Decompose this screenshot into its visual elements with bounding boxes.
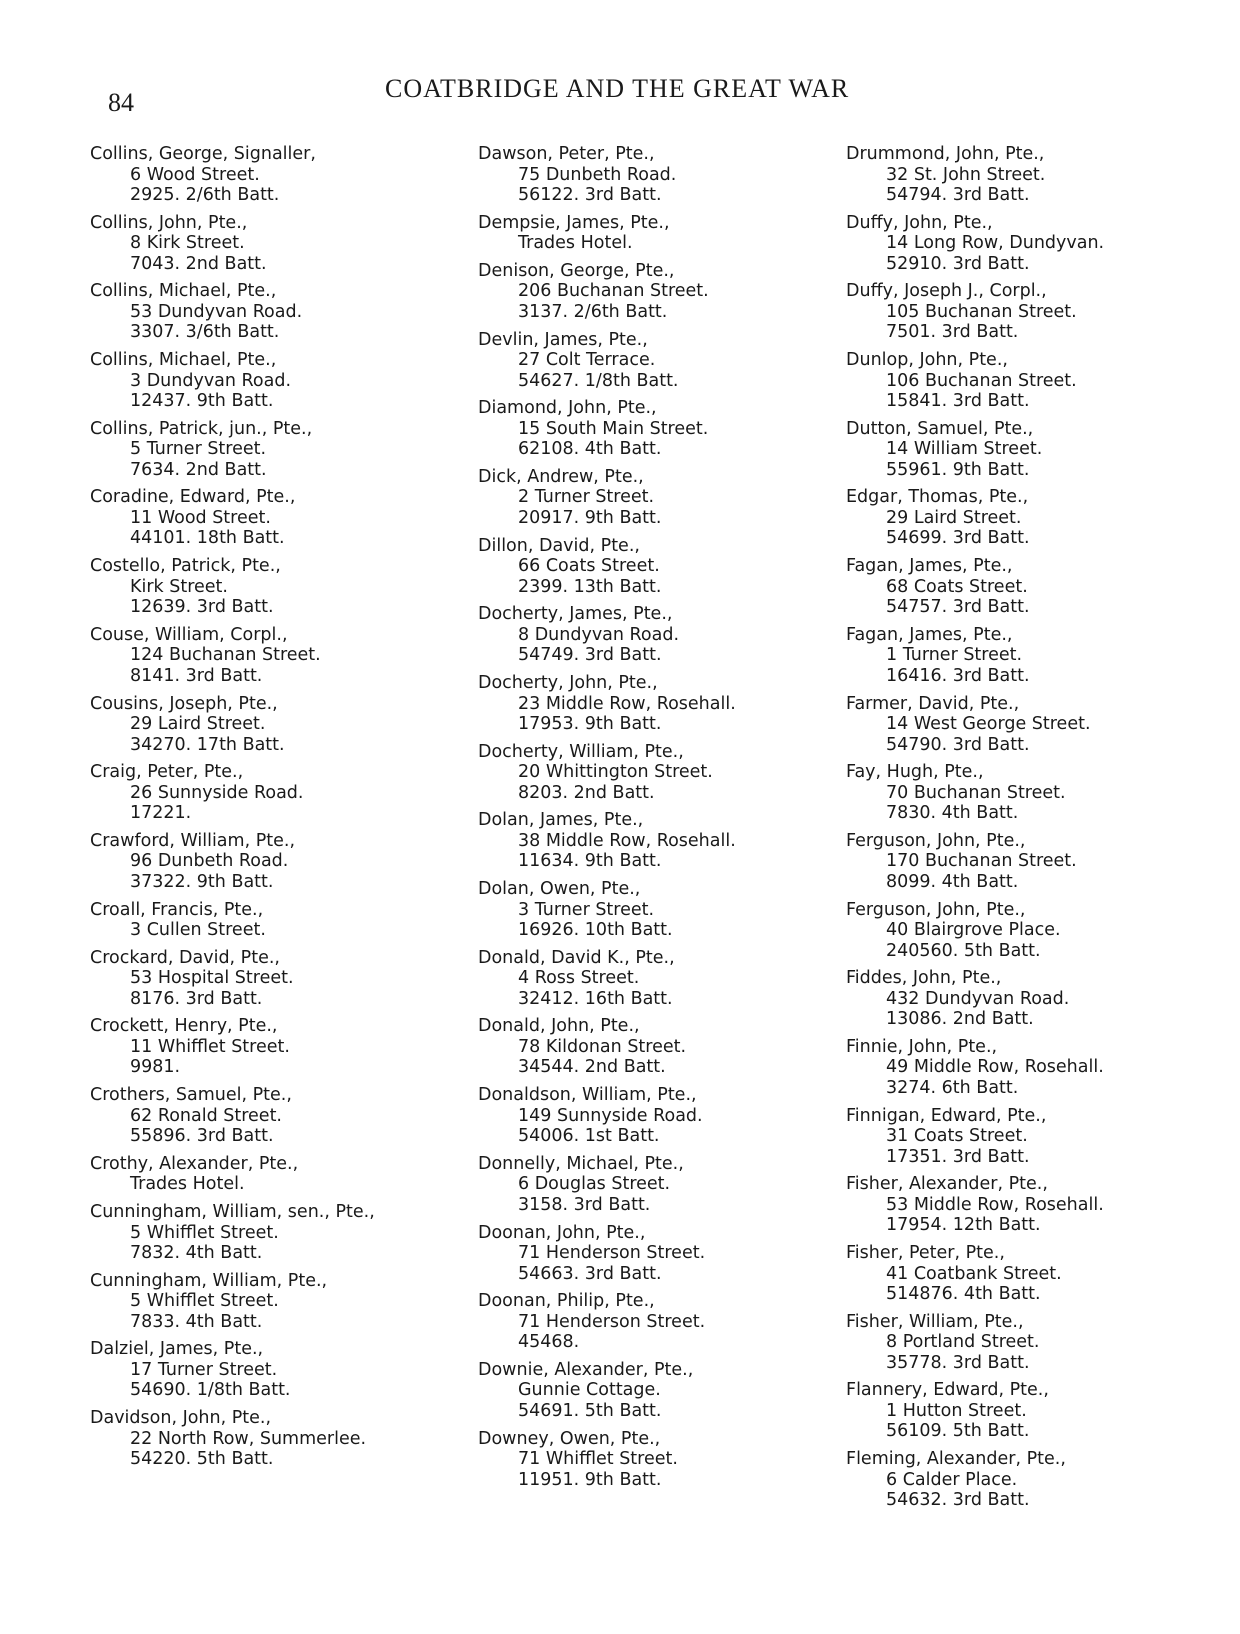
entry-name: Dalziel, James, Pte., <box>90 1339 264 1360</box>
roll-entry <box>478 673 818 735</box>
entry-service: 54757. 3rd Batt. <box>886 597 1030 618</box>
roll-entry <box>478 467 818 529</box>
entry-service: 3307. 3/6th Batt. <box>130 322 280 343</box>
entry-name: Dawson, Peter, Pte., <box>478 144 655 164</box>
entry-service: 54690. 1/8th Batt. <box>130 1380 291 1401</box>
roll-entry <box>846 694 1226 756</box>
entry-address: 17 Turner Street. <box>130 1359 278 1380</box>
entry-service: 7832. 4th Batt. <box>130 1243 263 1263</box>
entry-address: 20 Whittington Street. <box>518 762 713 783</box>
entry-address: 71 Whifflet Street. <box>518 1449 678 1470</box>
entry-service: 3158. 3rd Batt. <box>518 1194 651 1215</box>
roll-entry <box>846 1106 1226 1168</box>
entry-service: 12639. 3rd Batt. <box>130 597 274 618</box>
entry-service: 17953. 9th Batt. <box>518 714 662 734</box>
entry-address: 70 Buchanan Street. <box>886 782 1066 803</box>
entry-service: 7501. 3rd Batt. <box>886 322 1019 343</box>
entry-address: 6 Calder Place. <box>886 1469 1018 1490</box>
entry-name: Davidson, John, Pte., <box>90 1408 272 1429</box>
roll-entry <box>90 487 430 549</box>
entry-address: 14 West George Street. <box>886 714 1091 734</box>
roll-entry <box>846 144 1226 206</box>
entry-address: 75 Dunbeth Road. <box>518 164 677 185</box>
entry-name: Collins, Michael, Pte., <box>90 281 277 302</box>
entry-address: 53 Dundyvan Road. <box>130 301 303 322</box>
entry-name: Docherty, John, Pte., <box>478 673 658 693</box>
entry-service: 45468. <box>518 1332 580 1353</box>
entry-service: 35778. 3rd Batt. <box>886 1352 1030 1373</box>
entry-service: 54006. 1st Batt. <box>518 1126 660 1147</box>
roll-entry <box>846 1380 1226 1442</box>
entry-address: 68 Coats Street. <box>886 576 1028 597</box>
roll-entry <box>90 1408 430 1470</box>
entry-address: 124 Buchanan Street. <box>130 645 321 666</box>
entry-address: 5 Whifflet Street. <box>130 1222 279 1243</box>
entry-name: Doonan, John, Pte., <box>478 1222 646 1243</box>
entry-service: 17221. <box>130 803 192 824</box>
entry-service: 12437. 9th Batt. <box>130 391 274 412</box>
entry-address: 4 Ross Street. <box>518 968 640 989</box>
roll-entry <box>846 350 1226 412</box>
entry-address: 27 Colt Terrace. <box>518 350 656 371</box>
entry-name: Donnelly, Michael, Pte., <box>478 1153 684 1174</box>
roll-entry <box>846 831 1226 893</box>
entry-name: Crockard, David, Pte., <box>90 947 280 968</box>
entry-service: 52910. 3rd Batt. <box>886 253 1030 274</box>
entry-address: 8 Portland Street. <box>886 1332 1040 1353</box>
entry-name: Crockett, Henry, Pte., <box>90 1016 278 1037</box>
entry-address: 6 Wood Street. <box>130 164 260 185</box>
roll-entry <box>846 419 1226 481</box>
entry-name: Flannery, Edward, Pte., <box>846 1380 1049 1401</box>
roll-entry <box>90 1202 430 1264</box>
entry-name: Docherty, James, Pte., <box>478 604 673 625</box>
entry-service: 54749. 3rd Batt. <box>518 645 662 666</box>
entry-name: Finnigan, Edward, Pte., <box>846 1105 1047 1126</box>
roll-entry <box>846 625 1226 687</box>
entry-name: Cousins, Joseph, Pte., <box>90 693 278 714</box>
roll-entry <box>90 900 430 941</box>
entry-name: Doonan, Philip, Pte., <box>478 1291 655 1312</box>
roll-entry <box>90 281 430 343</box>
roll-entry <box>478 330 818 392</box>
roll-entry <box>478 261 818 323</box>
entry-service: 8203. 2nd Batt. <box>518 782 655 803</box>
entry-address: 32 St. John Street. <box>886 164 1046 185</box>
entry-address: 3 Cullen Street. <box>130 920 266 941</box>
entry-name: Ferguson, John, Pte., <box>846 899 1026 920</box>
entry-name: Donaldson, William, Pte., <box>478 1085 697 1106</box>
roll-entry <box>90 1154 430 1195</box>
entry-name: Fisher, Peter, Pte., <box>846 1243 1005 1263</box>
entry-name: Dillon, David, Pte., <box>478 535 640 556</box>
roll-entry <box>478 1085 818 1147</box>
entry-service: 62108. 4th Batt. <box>518 439 662 460</box>
entry-service: 8141. 3rd Batt. <box>130 665 263 686</box>
entry-address: 11 Whifflet Street. <box>130 1036 290 1057</box>
roll-entry <box>478 1291 818 1353</box>
entry-name: Craig, Peter, Pte., <box>90 762 244 783</box>
roll-entry <box>90 213 430 275</box>
entry-address: 5 Whifflet Street. <box>130 1291 279 1312</box>
entry-address: 22 North Row, Summerlee. <box>130 1428 367 1449</box>
entry-service: 514876. 4th Batt. <box>886 1284 1041 1304</box>
entry-service: 240560. 5th Batt. <box>886 940 1041 961</box>
entry-name: Duffy, Joseph J., Corpl., <box>846 281 1047 302</box>
entry-service: 54663. 3rd Batt. <box>518 1263 662 1284</box>
roll-entry <box>478 948 818 1010</box>
entry-address: 106 Buchanan Street. <box>886 370 1077 391</box>
roll-entry <box>90 831 430 893</box>
entry-service: 11634. 9th Batt. <box>518 851 662 872</box>
roll-entry <box>478 879 818 941</box>
entry-service: 34270. 17th Batt. <box>130 734 285 755</box>
roll-entry <box>90 762 430 824</box>
entry-name: Fleming, Alexander, Pte., <box>846 1449 1066 1470</box>
entry-address: 105 Buchanan Street. <box>886 301 1077 322</box>
entry-address: 3 Turner Street. <box>518 899 655 920</box>
entry-name: Collins, John, Pte., <box>90 212 248 233</box>
entry-name: Dolan, James, Pte., <box>478 810 644 831</box>
entry-address: 14 William Street. <box>886 439 1043 460</box>
roll-entry <box>846 556 1226 618</box>
roll-entry <box>846 1174 1226 1236</box>
entry-service: 15841. 3rd Batt. <box>886 391 1030 412</box>
entry-name: Farmer, David, Pte., <box>846 693 1020 714</box>
entry-service: 17351. 3rd Batt. <box>886 1146 1030 1167</box>
roll-entry <box>478 604 818 666</box>
entry-name: Fagan, James, Pte., <box>846 556 1013 577</box>
entry-service: 16926. 10th Batt. <box>518 920 673 941</box>
entry-service: 54794. 3rd Batt. <box>886 185 1030 205</box>
entry-name: Collins, Patrick, jun., Pte., <box>90 418 313 439</box>
entry-service: 7833. 4th Batt. <box>130 1311 263 1332</box>
entry-name: Fay, Hugh, Pte., <box>846 762 984 783</box>
roll-entry <box>846 1449 1226 1511</box>
entry-address: Trades Hotel. <box>130 1174 245 1195</box>
entry-address: 38 Middle Row, Rosehall. <box>518 830 736 851</box>
entry-address: 62 Ronald Street. <box>130 1105 282 1126</box>
entry-service: 56109. 5th Batt. <box>886 1421 1030 1442</box>
entry-name: Downie, Alexander, Pte., <box>478 1359 694 1380</box>
entry-address: 432 Dundyvan Road. <box>886 988 1070 1009</box>
entry-address: Gunnie Cottage. <box>518 1380 661 1401</box>
entry-service: 55961. 9th Batt. <box>886 459 1030 480</box>
entry-name: Dolan, Owen, Pte., <box>478 879 641 900</box>
entry-name: Diamond, John, Pte., <box>478 398 657 419</box>
entry-address: 53 Middle Row, Rosehall. <box>886 1194 1104 1215</box>
entry-name: Ferguson, John, Pte., <box>846 830 1026 851</box>
roll-entry <box>90 419 430 481</box>
entry-name: Crawford, William, Pte., <box>90 830 296 851</box>
entry-address: 149 Sunnyside Road. <box>518 1105 703 1126</box>
roll-entry <box>478 398 818 460</box>
entry-address: 5 Turner Street. <box>130 439 267 460</box>
entry-address: 11 Wood Street. <box>130 507 271 528</box>
entry-address: 206 Buchanan Street. <box>518 281 709 302</box>
entry-service: 54632. 3rd Batt. <box>886 1490 1030 1511</box>
entry-service: 17954. 12th Batt. <box>886 1215 1041 1236</box>
roll-entry <box>478 1154 818 1216</box>
entry-address: Trades Hotel. <box>518 233 633 254</box>
entry-name: Couse, William, Corpl., <box>90 624 288 645</box>
entry-service: 2399. 13th Batt. <box>518 576 662 597</box>
entry-name: Finnie, John, Pte., <box>846 1036 998 1057</box>
column-2 <box>478 144 818 1497</box>
entry-service: 55896. 3rd Batt. <box>130 1126 274 1147</box>
roll-entry <box>478 1429 818 1491</box>
roll-entry <box>478 1360 818 1422</box>
entry-service: 44101. 18th Batt. <box>130 528 285 549</box>
entry-name: Duffy, John, Pte., <box>846 212 993 233</box>
entry-service: 8176. 3rd Batt. <box>130 988 263 1009</box>
entry-name: Donald, John, Pte., <box>478 1016 640 1037</box>
roll-entry <box>90 1016 430 1078</box>
roll-entry <box>478 1016 818 1078</box>
entry-address: 96 Dunbeth Road. <box>130 851 289 872</box>
roll-entry <box>846 213 1226 275</box>
roll-entry <box>90 625 430 687</box>
entry-service: 9981. <box>130 1057 181 1078</box>
entry-name: Coradine, Edward, Pte., <box>90 487 296 508</box>
roll-entry <box>90 144 430 206</box>
entry-address: 15 South Main Street. <box>518 418 709 439</box>
entry-name: Crothers, Samuel, Pte., <box>90 1085 292 1106</box>
roll-entry <box>90 556 430 618</box>
entry-service: 32412. 16th Batt. <box>518 988 673 1009</box>
entry-address: 26 Sunnyside Road. <box>130 782 304 803</box>
entry-address: Kirk Street. <box>130 576 228 597</box>
entry-address: 6 Douglas Street. <box>518 1174 671 1195</box>
entry-name: Dick, Andrew, Pte., <box>478 466 644 487</box>
roll-entry <box>478 213 818 254</box>
entry-service: 16416. 3rd Batt. <box>886 665 1030 686</box>
entry-address: 78 Kildonan Street. <box>518 1036 687 1057</box>
entry-service: 11951. 9th Batt. <box>518 1469 662 1490</box>
entry-service: 7043. 2nd Batt. <box>130 253 267 274</box>
entry-service: 34544. 2nd Batt. <box>518 1057 666 1078</box>
roll-entry <box>846 900 1226 962</box>
roll-entry <box>846 1312 1226 1374</box>
roll-entry <box>846 968 1226 1030</box>
entry-address: 170 Buchanan Street. <box>886 851 1077 872</box>
entry-address: 8 Kirk Street. <box>130 233 245 254</box>
entry-service: 8099. 4th Batt. <box>886 871 1019 892</box>
roll-entry <box>478 810 818 872</box>
entry-service: 56122. 3rd Batt. <box>518 185 662 205</box>
column-1 <box>90 144 430 1477</box>
entry-name: Cunningham, William, Pte., <box>90 1270 328 1291</box>
entry-name: Denison, George, Pte., <box>478 260 675 281</box>
entry-address: 29 Laird Street. <box>886 507 1022 528</box>
roll-entry <box>90 1339 430 1401</box>
entry-name: Fagan, James, Pte., <box>846 624 1013 645</box>
entry-address: 40 Blairgrove Place. <box>886 920 1061 941</box>
entry-name: Croall, Francis, Pte., <box>90 899 264 920</box>
entry-name: Collins, Michael, Pte., <box>90 350 277 371</box>
entry-name: Costello, Patrick, Pte., <box>90 556 281 577</box>
roll-entry <box>478 742 818 804</box>
entry-name: Cunningham, William, sen., Pte., <box>90 1202 375 1222</box>
entry-address: 66 Coats Street. <box>518 556 660 577</box>
roll-entry <box>478 536 818 598</box>
page-number: 84 <box>108 88 134 117</box>
entry-address: 71 Henderson Street. <box>518 1311 706 1332</box>
roll-entry <box>846 487 1226 549</box>
entry-service: 54220. 5th Batt. <box>130 1449 274 1470</box>
entry-name: Devlin, James, Pte., <box>478 329 648 350</box>
roll-entry <box>90 1271 430 1333</box>
entry-name: Fiddes, John, Pte., <box>846 968 1002 989</box>
entry-address: 49 Middle Row, Rosehall. <box>886 1057 1104 1078</box>
entry-name: Docherty, William, Pte., <box>478 741 684 762</box>
entry-address: 14 Long Row, Dundyvan. <box>886 233 1105 254</box>
entry-service: 3137. 2/6th Batt. <box>518 301 668 322</box>
entry-address: 23 Middle Row, Rosehall. <box>518 693 736 714</box>
roll-entry <box>846 762 1226 824</box>
entry-address: 29 Laird Street. <box>130 714 266 734</box>
entry-service: 13086. 2nd Batt. <box>886 1009 1034 1030</box>
entry-address: 53 Hospital Street. <box>130 968 294 989</box>
column-3 <box>846 144 1226 1518</box>
roll-entry <box>478 1223 818 1285</box>
entry-name: Donald, David K., Pte., <box>478 947 675 968</box>
entry-service: 54790. 3rd Batt. <box>886 734 1030 755</box>
roll-entry <box>846 281 1226 343</box>
entry-name: Dutton, Samuel, Pte., <box>846 418 1034 439</box>
entry-name: Drummond, John, Pte., <box>846 144 1045 164</box>
entry-service: 7634. 2nd Batt. <box>130 459 267 480</box>
roll-entry <box>90 948 430 1010</box>
running-head: COATBRIDGE AND THE GREAT WAR <box>385 74 850 103</box>
entry-address: 31 Coats Street. <box>886 1126 1028 1147</box>
entry-name: Downey, Owen, Pte., <box>478 1428 661 1449</box>
roll-entry <box>90 694 430 756</box>
entry-address: 41 Coatbank Street. <box>886 1263 1062 1284</box>
entry-name: Dempsie, James, Pte., <box>478 212 670 233</box>
entry-name: Crothy, Alexander, Pte., <box>90 1153 299 1174</box>
entry-address: 3 Dundyvan Road. <box>130 370 292 391</box>
entry-address: 1 Turner Street. <box>886 645 1023 666</box>
entry-name: Edgar, Thomas, Pte., <box>846 487 1029 508</box>
entry-address: 8 Dundyvan Road. <box>518 624 680 645</box>
entry-name: Dunlop, John, Pte., <box>846 350 1008 371</box>
roll-entry <box>90 350 430 412</box>
entry-service: 7830. 4th Batt. <box>886 803 1019 824</box>
entry-service: 37322. 9th Batt. <box>130 871 274 892</box>
roll-entry <box>90 1085 430 1147</box>
entry-service: 54691. 5th Batt. <box>518 1400 662 1421</box>
entry-service: 54627. 1/8th Batt. <box>518 370 679 391</box>
roll-entry <box>846 1037 1226 1099</box>
entry-service: 54699. 3rd Batt. <box>886 528 1030 549</box>
roll-entry <box>846 1243 1226 1305</box>
roll-entry <box>478 144 818 206</box>
entry-service: 3274. 6th Batt. <box>886 1077 1019 1098</box>
entry-address: 2 Turner Street. <box>518 487 655 508</box>
entry-service: 20917. 9th Batt. <box>518 507 662 528</box>
entry-name: Collins, George, Signaller, <box>90 144 316 164</box>
entry-address: 1 Hutton Street. <box>886 1400 1027 1421</box>
entry-service: 2925. 2/6th Batt. <box>130 185 280 205</box>
entry-address: 71 Henderson Street. <box>518 1243 706 1263</box>
entry-name: Fisher, William, Pte., <box>846 1311 1024 1332</box>
entry-name: Fisher, Alexander, Pte., <box>846 1174 1048 1195</box>
